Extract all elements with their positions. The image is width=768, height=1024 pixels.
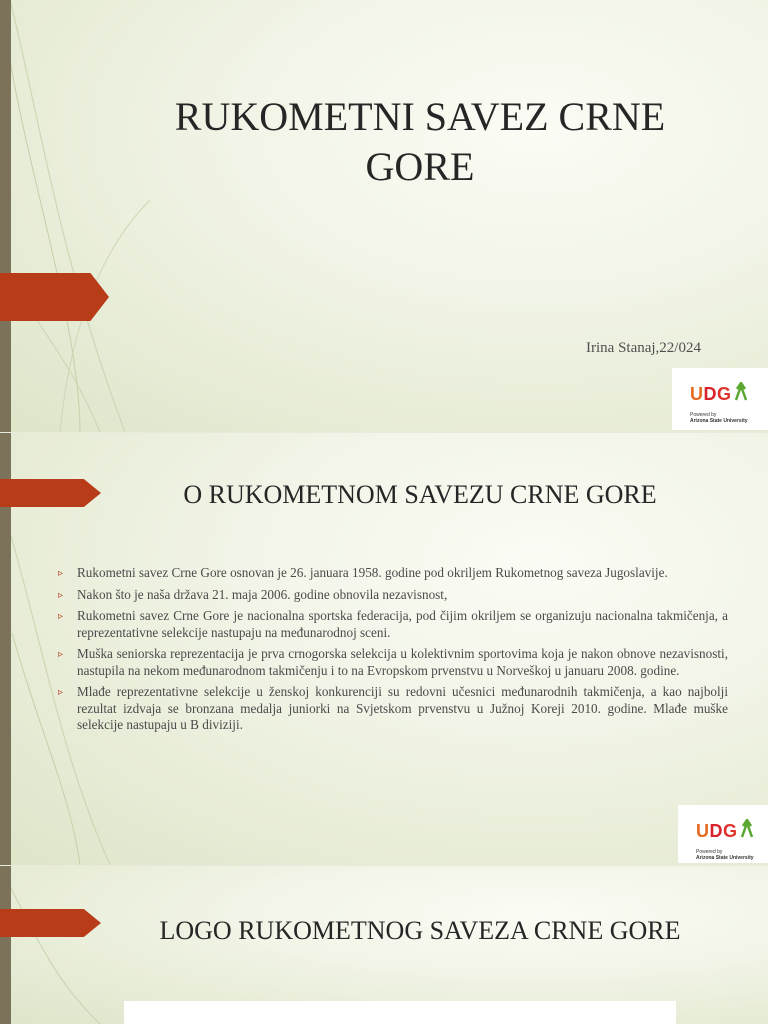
decorative-curves xyxy=(0,0,260,432)
slide-about xyxy=(0,433,768,865)
logo-arrow-icon xyxy=(734,382,748,402)
arrow-banner xyxy=(0,479,101,507)
udg-logo xyxy=(678,805,768,863)
section-title: O RUKOMETNOM SAVEZU CRNE GORE xyxy=(183,480,657,509)
logo-letters: UDG xyxy=(690,384,732,404)
side-bar xyxy=(0,866,11,1024)
bullet-list xyxy=(58,565,728,739)
logo-letters: UDG xyxy=(696,821,738,841)
list-item: ▹ Mlađe reprezentativne selekcije u ženskoj konkurenciji su redovni učesnici međunarodnih takmičenja, a kao najbolji rezultat izdvaja se bronzana medalja juniorki na Svjetskom prvenstvu u Južnoj Koreji 2010. godine. Mlađe muške selekcije nastupaju u B diviziji. xyxy=(58,684,728,732)
slide-title xyxy=(0,0,768,432)
arrow-banner xyxy=(0,273,109,321)
author-label: Irina Stanaj,22/024 xyxy=(586,340,701,356)
logo-caption: Powered by Arizona State University xyxy=(696,849,754,861)
bullet-arrow-icon: ▹ xyxy=(58,568,64,579)
udg-logo xyxy=(672,368,768,430)
section-title: LOGO RUKOMETNOG SAVEZA CRNE GORE xyxy=(159,916,681,945)
slide-logo xyxy=(0,866,768,1024)
slide-title-text: RUKOMETNI SAVEZ CRNE GORE xyxy=(174,94,666,189)
list-item: ▹ Rukometni savez Crne Gore je nacionalna sportska federacija, pod čijim okriljem se organizuju nacionalna takmičenja, a reprezentativne selekcije nastupaju na međunarodnoj sceni. xyxy=(58,608,728,640)
logo-caption: Powered by Arizona State University xyxy=(690,412,748,424)
logo-arrow-icon xyxy=(740,819,754,839)
list-item: ▹ Rukometni savez Crne Gore osnovan je 26. januara 1958. godine pod okriljem Rukometnog saveza Jugoslavije. xyxy=(58,565,728,582)
list-item: ▹ Muška seniorska reprezentacija je prva crnogorska selekcija u kolektivnim sportovima koja je nakon obnove nezavisnosti, nastupila na nekom međunarodnom takmičenju i to na Evropskom prvenstvu u Norveškoj u januaru 2008. godine. xyxy=(58,646,728,678)
bullet-arrow-icon: ▹ xyxy=(58,687,64,698)
bullet-arrow-icon: ▹ xyxy=(58,611,64,622)
side-bar xyxy=(0,0,11,432)
arrow-banner xyxy=(0,909,101,937)
bullet-arrow-icon: ▹ xyxy=(58,589,64,601)
list-item: ▹ Nakon što je naša država 21. maja 2006. godine obnovila nezavisnost, xyxy=(58,587,728,604)
logo-image-placeholder xyxy=(124,1001,676,1024)
bullet-arrow-icon: ▹ xyxy=(58,649,64,660)
